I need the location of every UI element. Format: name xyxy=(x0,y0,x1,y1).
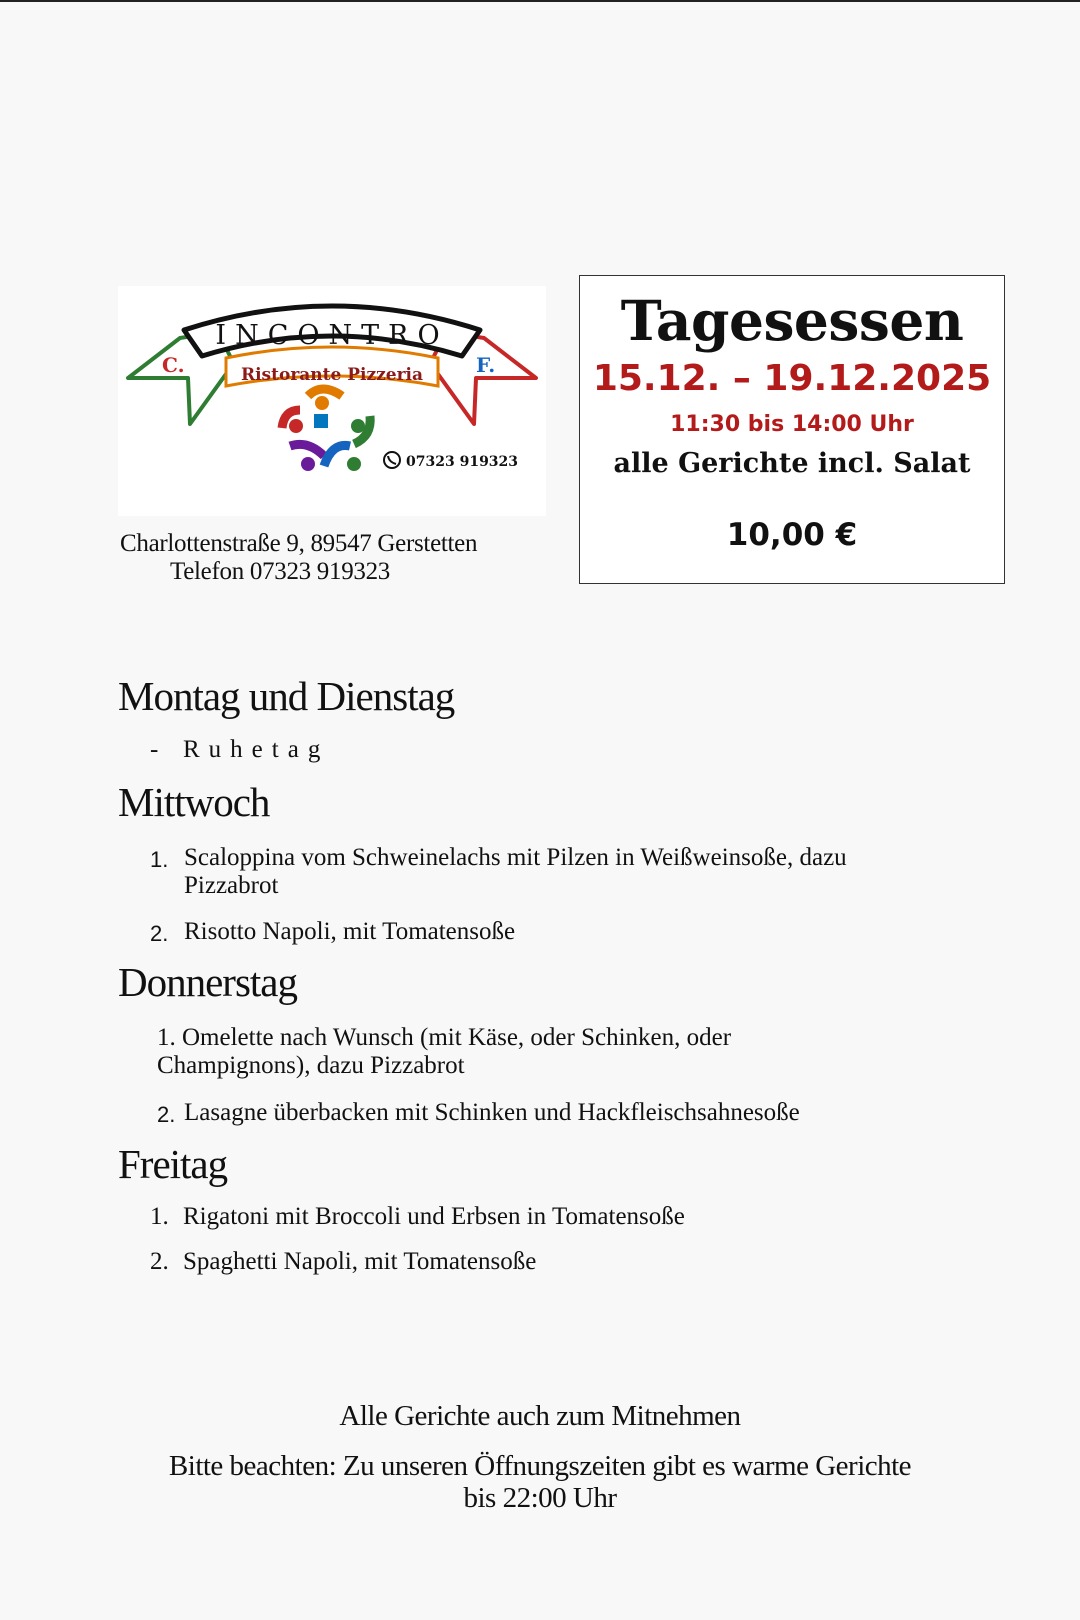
item-text-continued: Champignons), dazu Pizzabrot xyxy=(157,1052,465,1079)
item-number: 1. xyxy=(150,847,169,872)
phone-number: Telefon 07323 919323 xyxy=(170,558,390,585)
logo-subtitle: Ristorante Pizzeria xyxy=(240,365,424,385)
opening-hours-line1: Bitte beachten: Zu unseren Öffnungszeiten gibt es warme Gerichte xyxy=(168,1450,912,1482)
restaurant-logo xyxy=(118,286,546,516)
box-title: Tagesessen xyxy=(620,288,964,353)
date-range: 15.12. – 19.12.2025 xyxy=(592,358,992,399)
street-address: Charlottenstraße 9, 89547 Gerstetten xyxy=(120,530,478,557)
item-text: Spaghetti Napoli, mit Tomatensoße xyxy=(183,1248,537,1275)
address-block xyxy=(118,530,548,586)
item-text: Lasagne überbacken mit Schinken und Hackfleischsahnesoße xyxy=(184,1099,800,1126)
day-heading-friday: Freitag xyxy=(118,1141,228,1187)
rest-day-dash: - xyxy=(150,736,159,763)
phone-icon xyxy=(384,452,400,468)
price: 10,00 € xyxy=(726,517,858,553)
logo-left-initial: C. xyxy=(162,353,185,377)
included-note: alle Gerichte incl. Salat xyxy=(613,448,971,479)
item-text-continued: Pizzabrot xyxy=(184,872,279,899)
logo-name: INCONTRO xyxy=(215,320,449,351)
item-text: Scaloppina vom Schweinelachs mit Pilzen in Weißweinsoße, dazu xyxy=(184,844,847,871)
rest-day-note: Ruhetag xyxy=(183,736,330,763)
opening-hours-line2: bis 22:00 Uhr xyxy=(463,1482,617,1514)
logo-right-initial: F. xyxy=(476,353,496,377)
item-number: 1. xyxy=(150,1203,169,1230)
item-number: 1. xyxy=(157,1024,176,1051)
day-heading-thursday: Donnerstag xyxy=(118,959,298,1005)
item-number: 2. xyxy=(150,1248,169,1275)
day-heading-monday-tuesday: Montag und Dienstag xyxy=(118,673,455,719)
serving-time: 11:30 bis 14:00 Uhr xyxy=(670,412,914,437)
item-number: 2. xyxy=(150,921,169,946)
day-heading-wednesday: Mittwoch xyxy=(118,779,270,825)
item-text: Omelette nach Wunsch (mit Käse, oder Schinken, oder xyxy=(182,1024,732,1051)
logo-phone: 07323 919323 xyxy=(406,454,519,470)
daily-special-box xyxy=(579,275,1005,584)
item-text: Rigatoni mit Broccoli und Erbsen in Tomatensoße xyxy=(183,1203,685,1230)
opening-hours-note xyxy=(100,1450,980,1514)
logo-figures xyxy=(282,389,370,471)
item-text: Risotto Napoli, mit Tomatensoße xyxy=(184,918,516,945)
item-number: 2. xyxy=(157,1102,176,1127)
takeaway-note: Alle Gerichte auch zum Mitnehmen xyxy=(339,1400,741,1432)
top-border xyxy=(0,0,1080,2)
